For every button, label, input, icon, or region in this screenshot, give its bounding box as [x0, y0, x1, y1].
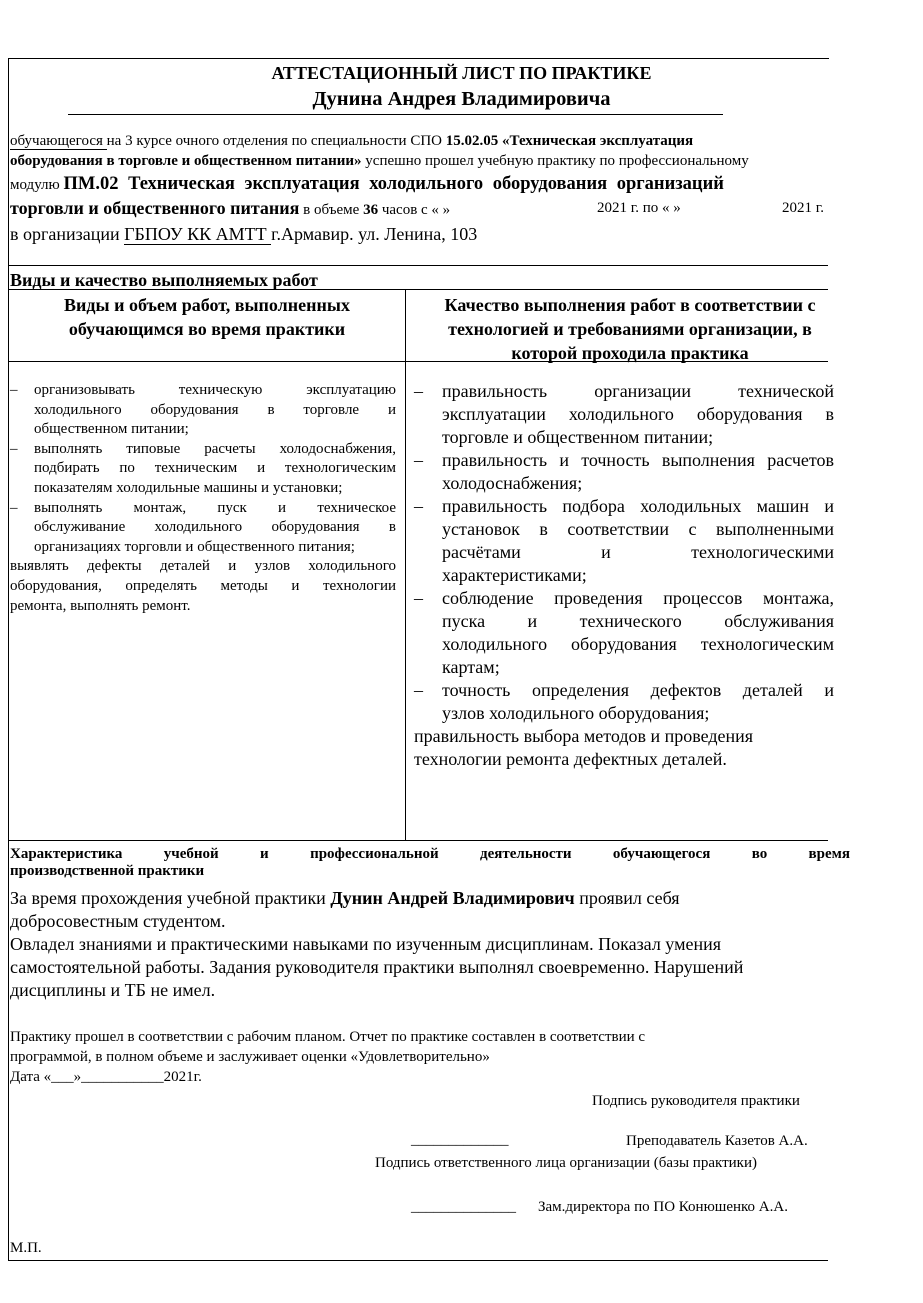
student-name: Дунина Андрея Владимировича	[312, 88, 611, 110]
name-underline	[68, 114, 723, 115]
table-header-left: Виды и объем работ, выполненных обучающимся во время практики	[64, 295, 350, 339]
deputy-signature-line: ______________	[411, 1199, 516, 1215]
table-bottom-border	[8, 840, 828, 841]
list-item: – правильность подбора холодильных машин и установок в соответствии с выполненными расчётами и технологическими характеристиками;	[414, 496, 834, 585]
intro-period-end: 2021 г.	[782, 200, 824, 216]
supervisor-signature-label: Подпись руководителя практики	[592, 1093, 800, 1109]
list-item: – правильность организации технической эксплуатации холодильного оборудования в торговле и общественном питании;	[414, 381, 834, 447]
list-paragraph: выявлять дефекты деталей и узлов холодильного оборудования, определять методы и технологии ремонта, выполнять ремонт.	[10, 558, 396, 614]
separator-line	[8, 265, 828, 266]
teacher-signature-line: _____________	[411, 1132, 509, 1148]
intro-line-1: обучающегося на 3 курсе очного отделения по специальности СПО 15.02.05 «Техническая эксплуатация	[10, 133, 694, 149]
stamp-place: М.П.	[10, 1240, 42, 1256]
section-title: Виды и качество выполняемых работ	[10, 270, 318, 290]
table-column-divider	[405, 289, 406, 840]
deputy-name: Зам.директора по ПО Конюшенко А.А.	[538, 1199, 788, 1215]
conclusion-text: Практику прошел в соответствии с рабочим планом. Отчет по практике составлен в соответствии с программой, в полном объеме и заслуживает оценки «Удовлетворительно» Дата «___»___________2021г.	[10, 1029, 646, 1085]
characteristic-title: Характеристика учебной и профессиональной деятельности обучающегося во время производственной практики	[10, 846, 850, 879]
intro-line-2: оборудования в торговле и общественном питании» успешно прошел учебную практику по профессиональному	[10, 153, 749, 169]
list-item: – организовывать техническую эксплуатацию холодильного оборудования в торговле и общественном питании;	[10, 382, 396, 438]
list-item: – правильность и точность выполнения расчетов холодоснабжения;	[414, 450, 834, 493]
list-item: – выполнять монтаж, пуск и техническое обслуживание холодильного оборудования в организациях торговли и общественного питания;	[10, 499, 396, 555]
table-header-right: Качество выполнения работ в соответствии с технологией и требованиями организации, в которой проходила практика	[444, 295, 816, 363]
table-top-border	[8, 289, 828, 290]
work-quality-list	[414, 380, 834, 771]
list-paragraph: правильность выбора методов и проведения технологии ремонта дефектных деталей.	[414, 726, 754, 769]
date-field: Дата «___»___________2021г.	[10, 1069, 202, 1085]
list-item: – соблюдение проведения процессов монтажа, пуска и технического обслуживания холодильного оборудования технологическим картам;	[414, 588, 834, 677]
teacher-name: Преподаватель Казетов А.А.	[626, 1133, 808, 1149]
list-item: – точность определения дефектов деталей и узлов холодильного оборудования;	[414, 680, 834, 723]
responsible-signature-label: Подпись ответственного лица организации (базы практики)	[375, 1155, 757, 1171]
document-bottom-border	[8, 1260, 828, 1261]
intro-line-4: торговли и общественного питания в объеме 36 часов с « »	[10, 198, 451, 218]
intro-period-to: 2021 г. по « »	[597, 200, 681, 216]
work-types-list	[10, 381, 396, 616]
document-left-border-lower	[8, 962, 9, 1260]
intro-line-3: модулю ПМ.02 Техническая эксплуатация холодильного оборудования организаций	[10, 174, 724, 194]
list-item: – выполнять типовые расчеты холодоснабжения, подбирать по техническим и технологическим показателям холодильные машины и установки;	[10, 440, 396, 496]
organization-line: в организации ГБПОУ КК АМТТ г.Армавир. ул. Ленина, 103	[10, 224, 478, 244]
characteristic-text: За время прохождения учебной практики Дунин Андрей Владимирович проявил себя добросовестным студентом. Овладел знаниями и практическими навыками по изученным дисциплинам. Показал умения самостоятельной работы. Задания руководителя практики выполнял своевременно. Нарушений дисциплины и ТБ не имел.	[10, 888, 744, 1000]
document-title: АТТЕСТАЦИОННЫЙ ЛИСТ ПО ПРАКТИКЕ	[271, 63, 652, 83]
